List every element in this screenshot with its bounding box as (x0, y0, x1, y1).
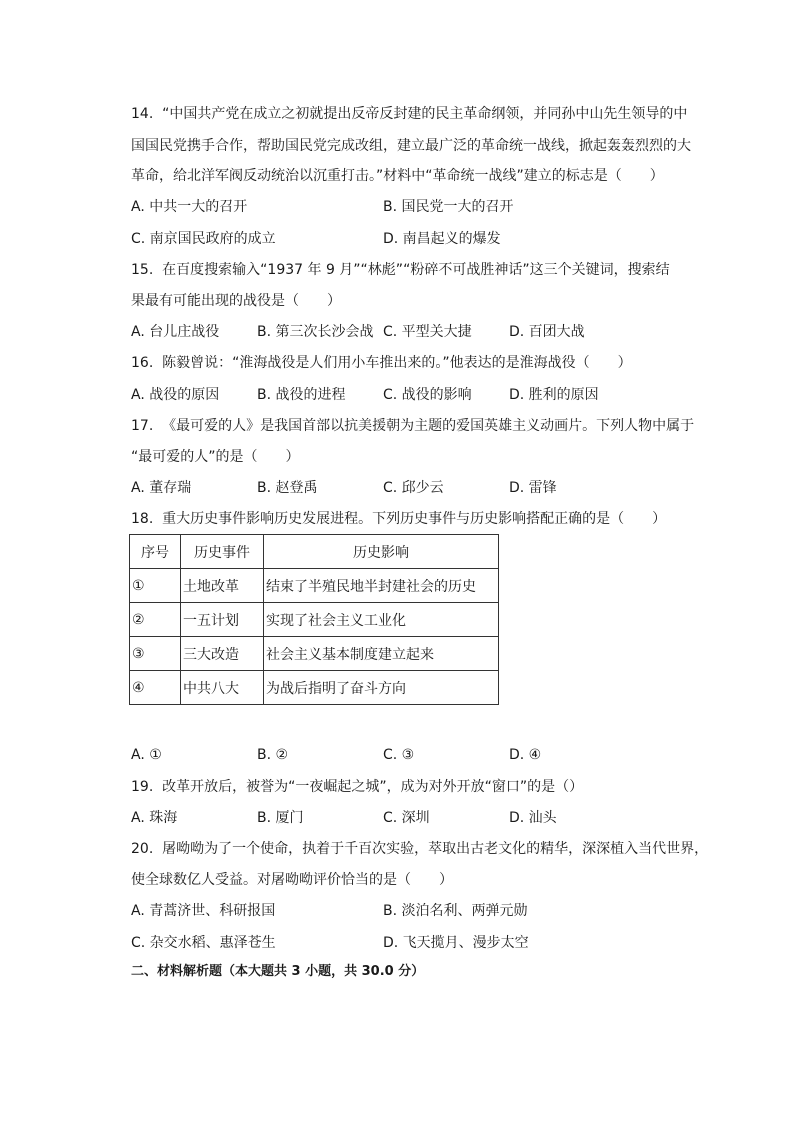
table-row (130, 569, 499, 603)
row-impact: 实现了社会主义工业化 (264, 603, 499, 637)
q19-option-a[interactable]: A. 珠海 (131, 810, 178, 826)
row-number: ① (130, 569, 181, 603)
q15-stem-line-2: 果最有可能出现的战役是（ ） (131, 293, 341, 309)
q20-stem-line-1: 20. 屠呦呦为了一个使命，执着于千百次实验，萃取出古老文化的精华，深深植入当代世界， (131, 841, 709, 857)
row-number: ④ (130, 671, 181, 705)
q14-stem-line-1: 14. “中国共产党在成立之初就提出反帝反封建的民主革命纲领，并同孙中山先生领导的中 (131, 106, 688, 122)
table-row (130, 637, 499, 671)
q15-option-a[interactable]: A. 台儿庄战役 (131, 324, 220, 340)
q20-option-a[interactable]: A. 青蒿济世、科研报国 (131, 903, 276, 919)
q14-option-d[interactable]: D. 南昌起义的爆发 (383, 231, 501, 247)
row-event: 土地改革 (181, 569, 264, 603)
q15-stem-line-1: 15. 在百度搜索输入“1937 年 9 月”“林彪”“粉碎不可战胜神话”这三个关键词，搜索结 (131, 262, 670, 278)
q17-option-a[interactable]: A. 董存瑞 (131, 480, 192, 496)
section-heading: 二、材料解析题（本大题共 3 小题，共 30.0 分） (131, 964, 425, 979)
row-impact: 社会主义基本制度建立起来 (264, 637, 499, 671)
q16-option-a[interactable]: A. 战役的原因 (131, 387, 220, 403)
q20-option-d[interactable]: D. 飞天揽月、漫步太空 (383, 935, 529, 951)
header-event: 历史事件 (181, 535, 264, 569)
row-number: ③ (130, 637, 181, 671)
q18-option-d[interactable]: D. ④ (509, 747, 542, 763)
q18-option-a[interactable]: A. ① (131, 747, 162, 763)
q16-stem-line-1: 16. 陈毅曾说：“淮海战役是人们用小车推出来的。”他表达的是淮海战役（ ） (131, 355, 632, 371)
q19-option-b[interactable]: B. 厦门 (257, 810, 304, 826)
q18-option-b[interactable]: B. ② (257, 747, 289, 763)
q17-stem-line-2: “最可爱的人”的是（ ） (131, 449, 300, 465)
row-event: 中共八大 (181, 671, 264, 705)
q14-stem-line-3: 革命，给北洋军阀反动统治以沉重打击。”材料中“革命统一战线”建立的标志是（ ） (131, 168, 664, 184)
row-number: ② (130, 603, 181, 637)
table-header-row (130, 535, 499, 569)
q16-option-d[interactable]: D. 胜利的原因 (509, 387, 599, 403)
q20-option-b[interactable]: B. 淡泊名利、两弹元勋 (383, 903, 528, 919)
q15-option-c[interactable]: C. 平型关大捷 (383, 324, 472, 340)
row-impact: 为战后指明了奋斗方向 (264, 671, 499, 705)
q19-option-c[interactable]: C. 深圳 (383, 810, 430, 826)
q17-option-c[interactable]: C. 邱少云 (383, 480, 444, 496)
q17-option-b[interactable]: B. 赵登禹 (257, 480, 318, 496)
row-impact: 结束了半殖民地半封建社会的历史 (264, 569, 499, 603)
table-row (130, 603, 499, 637)
q14-option-b[interactable]: B. 国民党一大的召开 (383, 199, 514, 215)
q18-stem-line-1: 18. 重大历史事件影响历史发展进程。下列历史事件与历史影响搭配正确的是（ ） (131, 511, 667, 527)
q14-option-c[interactable]: C. 南京国民政府的成立 (131, 231, 276, 247)
q16-option-b[interactable]: B. 战役的进程 (257, 387, 346, 403)
q20-option-c[interactable]: C. 杂交水稻、惠泽苍生 (131, 935, 276, 951)
header-impact: 历史影响 (264, 535, 499, 569)
q18-option-c[interactable]: C. ③ (383, 747, 415, 763)
history-events-table (129, 534, 499, 705)
q15-option-b[interactable]: B. 第三次长沙会战 (257, 324, 374, 340)
row-event: 一五计划 (181, 603, 264, 637)
q16-option-c[interactable]: C. 战役的影响 (383, 387, 472, 403)
q17-option-d[interactable]: D. 雷锋 (509, 480, 557, 496)
header-number: 序号 (130, 535, 181, 569)
q15-option-d[interactable]: D. 百团大战 (509, 324, 585, 340)
q19-stem-line-1: 19. 改革开放后，被誉为“一夜崛起之城”，成为对外开放“窗口”的是（） (131, 779, 584, 795)
q19-option-d[interactable]: D. 汕头 (509, 810, 557, 826)
q17-stem-line-1: 17. 《最可爱的人》是我国首部以抗美援朝为主题的爱国英雄主义动画片。下列人物中属于 (131, 418, 695, 434)
q20-stem-line-2: 使全球数亿人受益。对屠呦呦评价恰当的是（ ） (131, 872, 453, 888)
table-row (130, 671, 499, 705)
q14-stem-line-2: 国国民党携手合作，帮助国民党完成改组，建立最广泛的革命统一战线，掀起轰轰烈烈的大 (131, 138, 691, 154)
q14-option-a[interactable]: A. 中共一大的召开 (131, 199, 248, 215)
row-event: 三大改造 (181, 637, 264, 671)
